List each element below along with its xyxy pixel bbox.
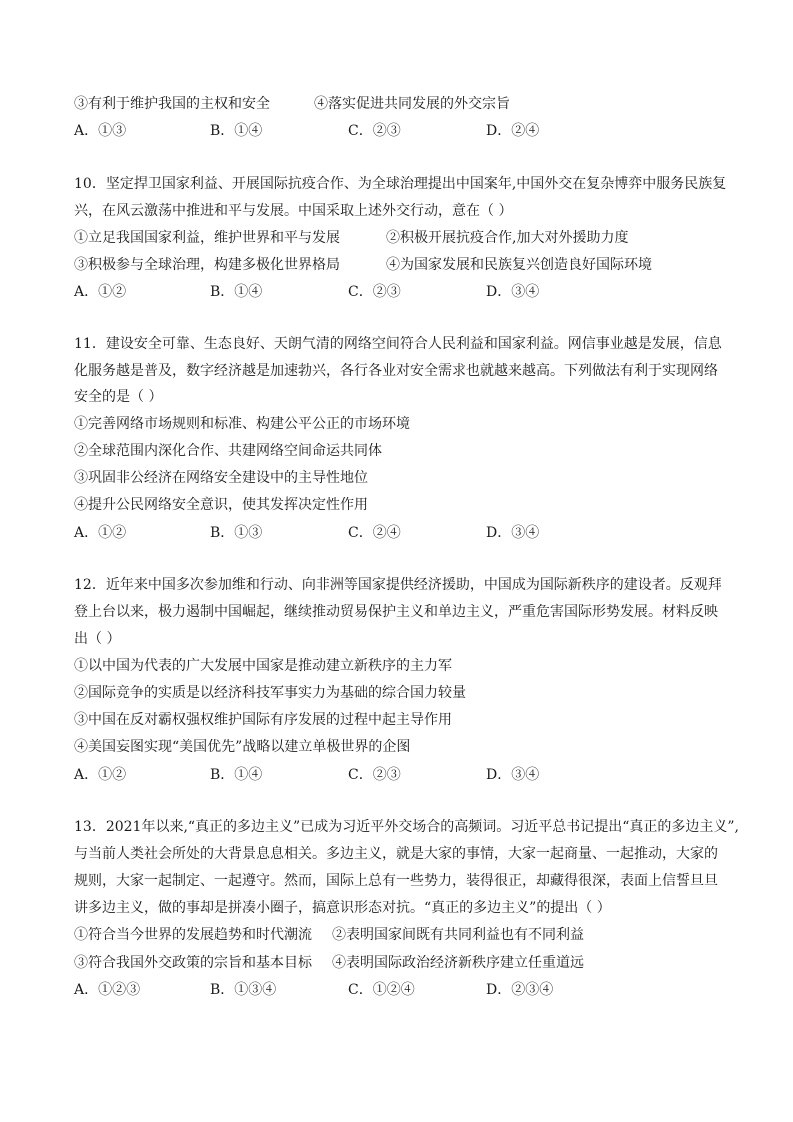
q10-answer-b[interactable]: B．①④: [210, 284, 263, 300]
q11-answer-d[interactable]: D．③④: [486, 525, 540, 541]
q12-answer-a[interactable]: A．①②: [74, 767, 127, 783]
q13-stem-line-4: 讲多边主义，做的事却是拼凑小圈子，搞意识形态对抗。“真正的多边主义”的提出（ ）: [74, 900, 611, 916]
q10-stem-line-1: 10．坚定捍卫国家利益、开展国际抗疫合作、为全球治理提出中国案年,中国外交在复杂博弈中服务民族复: [74, 176, 727, 192]
q12-option-2: ②国际竞争的实质是以经济科技军事实力为基础的综合国力较量: [74, 685, 466, 701]
q13-option-1: ①符合当今世界的发展趋势和时代潮流: [74, 927, 312, 943]
q13-option-3: ③符合我国外交政策的宗旨和基本目标: [74, 955, 312, 971]
q13-answers: [74, 980, 724, 1000]
q11-answers: [74, 523, 724, 543]
q12-answer-b[interactable]: B．①④: [210, 767, 263, 783]
q11-answer-b[interactable]: B．①③: [210, 525, 263, 541]
q13-stem-line-1: 13．2021年以来,“真正的多边主义”已成为习近平外交场合的高频词。习近平总书记提出“真正的多边主义”,: [74, 819, 739, 835]
q11-option-3: ③巩固非公经济在网络安全建设中的主导性地位: [74, 470, 368, 486]
q13-stem-line-3: 规则，大家一起制定、一起遵守。然而，国际上总有一些势力，装得很正，却藏得很深，表面上信誓旦旦: [74, 873, 718, 889]
q12-option-4: ④美国妄图实现“美国优先”战略以建立单极世界的企图: [74, 739, 411, 755]
q9-answers: [74, 121, 724, 141]
q13-answer-c[interactable]: C．①②④: [348, 982, 415, 998]
q13-options-row-2: [74, 953, 724, 973]
q13-option-4: ④表明国际政治经济新秩序建立任重道远: [332, 955, 584, 971]
q11-stem-line-3: 安全的是（ ）: [74, 389, 163, 405]
q13-answer-a[interactable]: A．①②③: [74, 982, 141, 998]
q10-stem-line-2: 兴，在风云激荡中推进和平与发展。中国采取上述外交行动，意在（ ）: [74, 203, 513, 219]
q9-option-3: ③有利于维护我国的主权和安全: [74, 96, 270, 112]
q10-options-row-1: [74, 228, 724, 248]
q11-stem-line-2: 化服务越是普及，数字经济越是加速勃兴，各行各业对安全需求也就越来越高。下列做法有利于实现网络: [74, 363, 718, 379]
q9-option-4: ④落实促进共同发展的外交宗旨: [314, 96, 510, 112]
q11-option-2: ②全球范围内深化合作、共建网络空间命运共同体: [74, 443, 382, 459]
q11-answer-c[interactable]: C．②④: [348, 525, 401, 541]
q12-option-3: ③中国在反对霸权强权维护国际有序发展的过程中起主导作用: [74, 712, 452, 728]
q12-answer-c[interactable]: C．②③: [348, 767, 401, 783]
q10-answer-d[interactable]: D．③④: [486, 284, 540, 300]
q10-option-3: ③积极参与全球治理，构建多极化世界格局: [74, 257, 340, 273]
q12-option-1: ①以中国为代表的广大发展中国家是推动建立新秩序的主力军: [74, 658, 452, 674]
q10-option-2: ②积极开展抗疫合作,加大对外援助力度: [386, 230, 629, 246]
q12-answers: [74, 765, 724, 785]
q10-answer-c[interactable]: C．②③: [348, 284, 401, 300]
q13-options-row-1: [74, 925, 724, 945]
q9-answer-a[interactable]: A．①③: [74, 123, 127, 139]
q9-answer-c[interactable]: C．②③: [348, 123, 401, 139]
q10-options-row-2: [74, 255, 724, 275]
q11-answer-a[interactable]: A．①②: [74, 525, 127, 541]
q10-answers: [74, 282, 724, 302]
q10-answer-a[interactable]: A．①②: [74, 284, 127, 300]
q13-answer-d[interactable]: D．②③④: [486, 982, 554, 998]
q10-option-1: ①立足我国国家利益，维护世界和平与发展: [74, 230, 340, 246]
q11-stem-line-1: 11．建设安全可靠、生态良好、天朗气清的网络空间符合人民利益和国家利益。网信事业越是发展，信息: [74, 336, 722, 352]
q9-answer-b[interactable]: B．①④: [210, 123, 263, 139]
q13-option-2: ②表明国家间既有共同利益也有不同利益: [332, 927, 584, 943]
q12-stem-line-3: 出（ ）: [74, 631, 121, 647]
q11-option-1: ①完善网络市场规则和标准、构建公平公正的市场环境: [74, 416, 410, 432]
q13-stem-line-2: 与当前人类社会所处的大背景息息相关。多边主义，就是大家的事情，大家一起商量、一起推动，大家的: [74, 846, 718, 862]
q9-answer-d[interactable]: D．②④: [486, 123, 540, 139]
q12-answer-d[interactable]: D．③④: [486, 767, 540, 783]
q9-options-row: [74, 94, 724, 114]
q12-stem-line-1: 12．近年来中国多次参加维和行动、向非洲等国家提供经济援助，中国成为国际新秩序的建设者。反观拜: [74, 577, 722, 593]
q12-stem-line-2: 登上台以来，极力遏制中国崛起，继续推动贸易保护主义和单边主义，严重危害国际形势发展。材料反映: [74, 604, 718, 620]
q11-option-4: ④提升公民网络安全意识，使其发挥决定性作用: [74, 497, 368, 513]
q10-option-4: ④为国家发展和民族复兴创造良好国际环境: [386, 257, 652, 273]
q13-answer-b[interactable]: B．①③④: [210, 982, 277, 998]
